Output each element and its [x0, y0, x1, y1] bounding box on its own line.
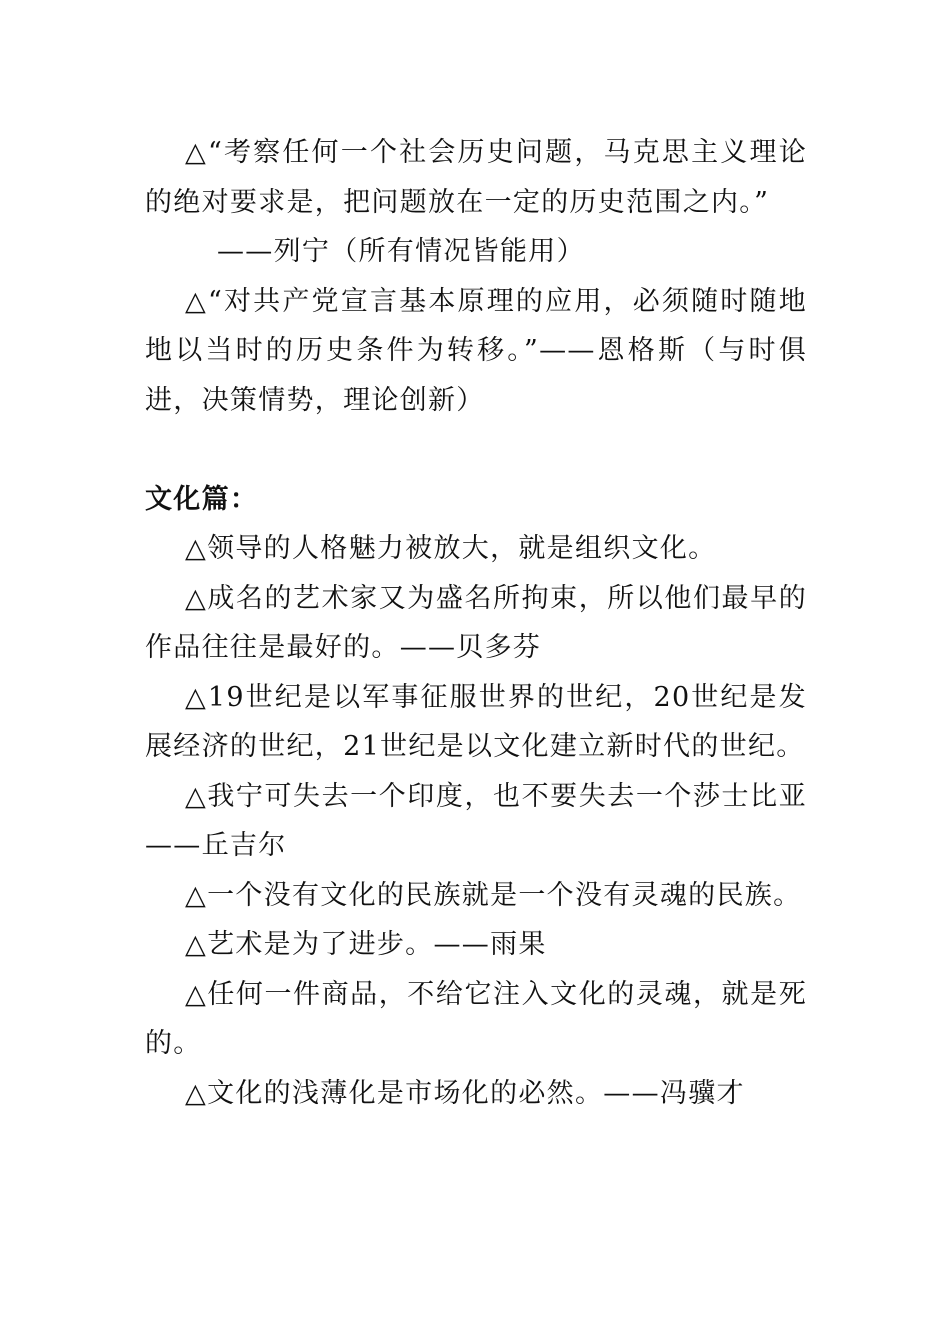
culture-quote-6: △艺术是为了进步。——雨果: [185, 929, 547, 960]
culture-quote-5: △一个没有文化的民族就是一个没有灵魂的民族。: [185, 879, 802, 911]
section-spacer: [145, 425, 807, 475]
section-heading-culture: 文化篇：: [145, 483, 259, 515]
document-body: [145, 128, 807, 1118]
culture-quote-3: △19世纪是以军事征服世界的世纪，20世纪是发展经济的世纪，21世纪是以文化建立新时代的世纪。: [145, 681, 807, 762]
culture-quote-8: △文化的浅薄化是市场化的必然。——冯骥才: [185, 1077, 745, 1109]
culture-quote-7: △任何一件商品，不给它注入文化的灵魂，就是死的。: [145, 978, 807, 1059]
quote-lenin: △“考察任何一个社会历史问题，马克思主义理论的绝对要求是，把问题放在一定的历史范围之内。”: [145, 137, 807, 218]
quote-engels: △“对共产党宣言基本原理的应用，必须随时随地地以当时的历史条件为转移。”——恩格斯（与时俱进，决策情势，理论创新）: [145, 285, 807, 416]
culture-quote-2: △成名的艺术家又为盛名所拘束，所以他们最早的作品往往是最好的。——贝多芬: [145, 582, 807, 663]
culture-quote-1: △领导的人格魅力被放大，就是组织文化。: [185, 533, 717, 564]
quote-lenin-attribution: ——列宁（所有情况皆能用）: [217, 236, 585, 267]
culture-quote-4: △我宁可失去一个印度，也不要失去一个莎士比亚——丘吉尔: [145, 780, 807, 861]
